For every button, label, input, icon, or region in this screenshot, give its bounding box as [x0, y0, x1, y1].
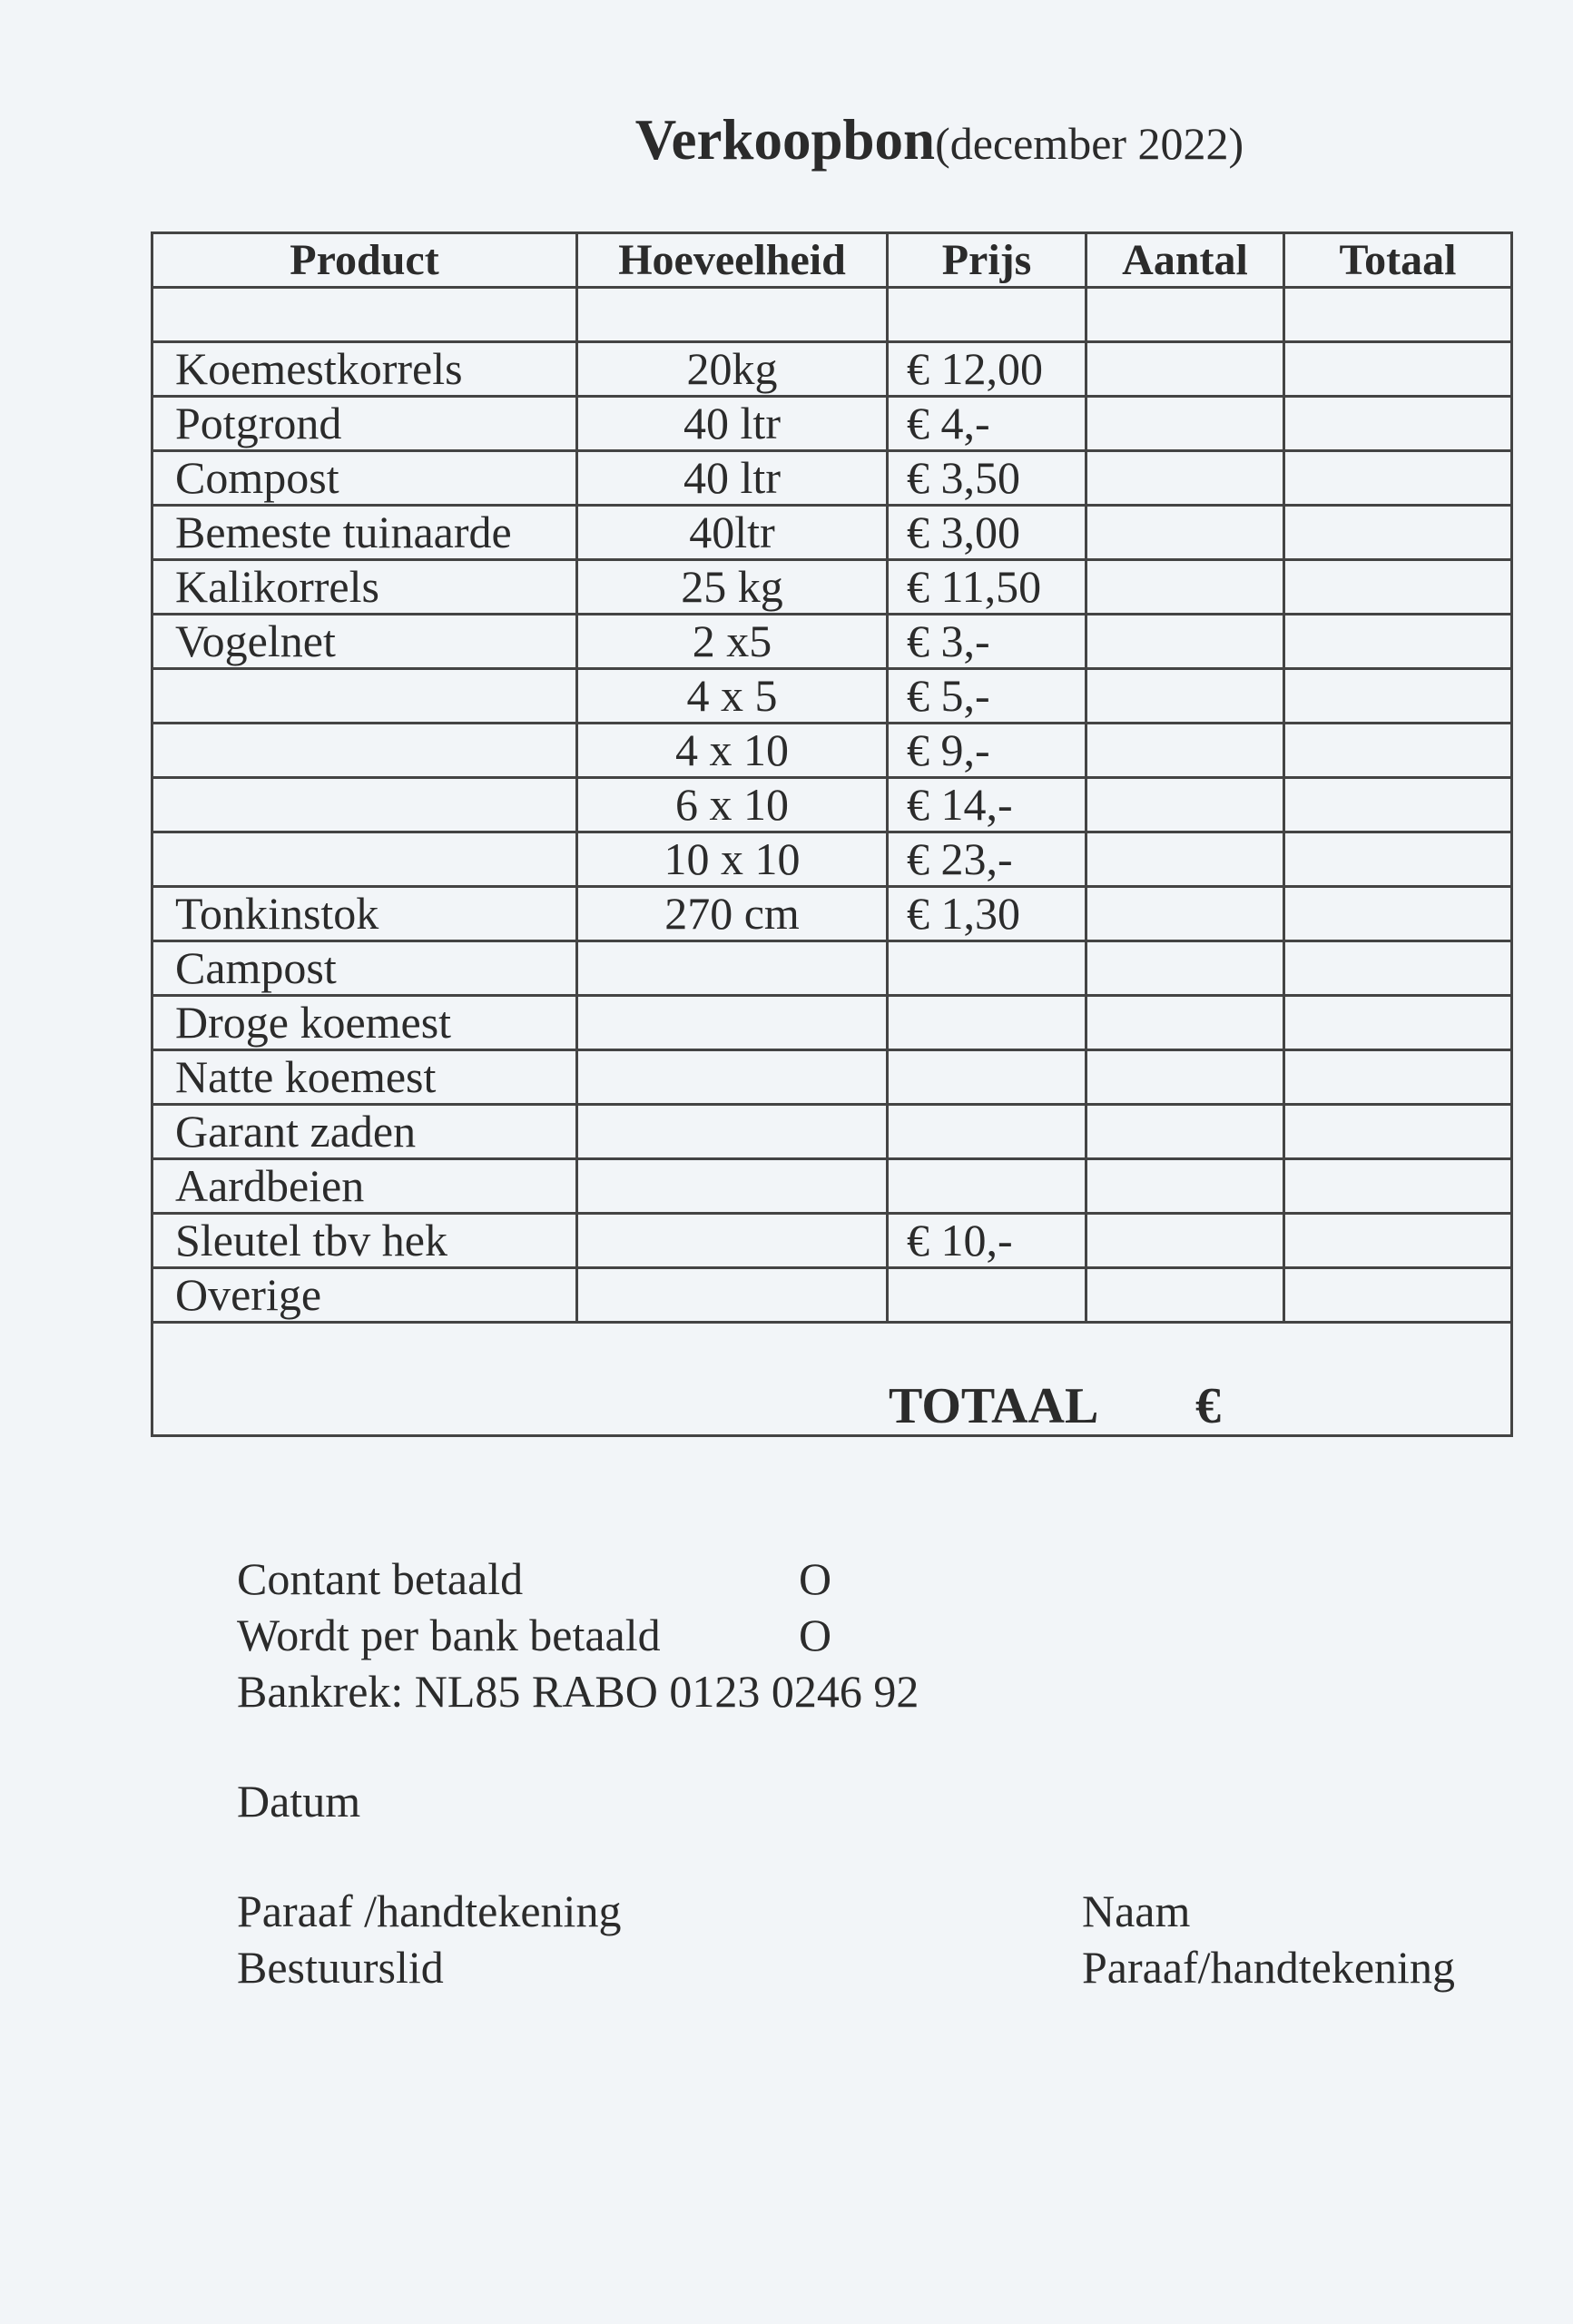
total-row — [152, 1323, 1512, 1436]
header-total: Totaal — [1284, 233, 1512, 288]
cell-quantity: 6 x 10 — [577, 778, 888, 832]
cell-price: € 10,- — [888, 1214, 1086, 1268]
cell-price — [888, 288, 1086, 342]
header-price: Prijs — [888, 233, 1086, 288]
cell-count — [1086, 1214, 1284, 1268]
document-title — [0, 107, 1573, 173]
cell-count — [1086, 560, 1284, 615]
date-label: Datum — [237, 1776, 361, 1827]
cell-count — [1086, 887, 1284, 941]
cell-count — [1086, 397, 1284, 451]
cell-price: € 9,- — [888, 724, 1086, 778]
sales-receipt-table — [151, 231, 1513, 1437]
cell-total — [1284, 397, 1512, 451]
cell-total — [1284, 1050, 1512, 1105]
table-row — [152, 724, 1512, 778]
cell-price: € 14,- — [888, 778, 1086, 832]
cell-product: Aardbeien — [152, 1159, 577, 1214]
cell-quantity — [577, 1214, 888, 1268]
cell-price: € 3,00 — [888, 506, 1086, 560]
cell-total — [1284, 451, 1512, 506]
table-row — [152, 506, 1512, 560]
grand-total-currency: € — [1195, 1378, 1221, 1434]
cell-price — [888, 1159, 1086, 1214]
cell-price: € 12,00 — [888, 342, 1086, 397]
cell-product: Droge koemest — [152, 996, 577, 1050]
name-label: Naam — [1082, 1886, 1191, 1936]
cell-price — [888, 1105, 1086, 1159]
cell-count — [1086, 288, 1284, 342]
cell-price: € 4,- — [888, 397, 1086, 451]
cell-quantity — [577, 288, 888, 342]
cell-total — [1284, 1159, 1512, 1214]
cell-product: Overige — [152, 1268, 577, 1323]
header-count: Aantal — [1086, 233, 1284, 288]
cell-quantity: 10 x 10 — [577, 832, 888, 887]
cell-count — [1086, 778, 1284, 832]
cell-product: Vogelnet — [152, 615, 577, 669]
cell-price — [888, 1268, 1086, 1323]
cell-quantity: 2 x5 — [577, 615, 888, 669]
cell-total — [1284, 342, 1512, 397]
cell-product: Koemestkorrels — [152, 342, 577, 397]
signature-buyer-label: Paraaf/handtekening — [1082, 1942, 1455, 1993]
cell-count — [1086, 832, 1284, 887]
cell-quantity: 4 x 5 — [577, 669, 888, 724]
cell-product: Kalikorrels — [152, 560, 577, 615]
cell-product: Natte koemest — [152, 1050, 577, 1105]
cell-quantity: 20kg — [577, 342, 888, 397]
cell-count — [1086, 451, 1284, 506]
total-cell — [152, 1323, 1512, 1436]
header-quantity: Hoeveelheid — [577, 233, 888, 288]
cell-total — [1284, 724, 1512, 778]
cell-count — [1086, 996, 1284, 1050]
cell-total — [1284, 941, 1512, 996]
table-row — [152, 288, 1512, 342]
cell-total — [1284, 669, 1512, 724]
cell-count — [1086, 1159, 1284, 1214]
cell-total — [1284, 887, 1512, 941]
cell-total — [1284, 615, 1512, 669]
table-row — [152, 560, 1512, 615]
cell-count — [1086, 1105, 1284, 1159]
cell-quantity: 40 ltr — [577, 397, 888, 451]
table-row — [152, 451, 1512, 506]
cash-paid-checkbox: O — [799, 1553, 832, 1604]
table-row — [152, 1159, 1512, 1214]
title-subtitle: (december 2022) — [935, 118, 1244, 169]
table-row — [152, 669, 1512, 724]
cell-count — [1086, 342, 1284, 397]
cell-quantity — [577, 941, 888, 996]
table-row — [152, 941, 1512, 996]
cell-price: € 11,50 — [888, 560, 1086, 615]
cell-total — [1284, 832, 1512, 887]
header-product: Product — [152, 233, 577, 288]
cell-quantity: 40ltr — [577, 506, 888, 560]
cell-price — [888, 941, 1086, 996]
table-row — [152, 397, 1512, 451]
cell-quantity: 40 ltr — [577, 451, 888, 506]
cell-product: Campost — [152, 941, 577, 996]
cell-count — [1086, 724, 1284, 778]
cell-product — [152, 669, 577, 724]
bank-paid-label: Wordt per bank betaald — [237, 1610, 661, 1660]
cell-price: € 3,- — [888, 615, 1086, 669]
cell-total — [1284, 1105, 1512, 1159]
cash-paid-label: Contant betaald — [237, 1553, 524, 1604]
table-row — [152, 1050, 1512, 1105]
table-row — [152, 342, 1512, 397]
cell-quantity: 270 cm — [577, 887, 888, 941]
cell-count — [1086, 506, 1284, 560]
table-header-row — [152, 233, 1512, 288]
table-row — [152, 1214, 1512, 1268]
board-member-label: Bestuurslid — [237, 1942, 444, 1993]
cell-product: Compost — [152, 451, 577, 506]
table-row — [152, 1268, 1512, 1323]
cell-total — [1284, 1214, 1512, 1268]
cell-total — [1284, 288, 1512, 342]
table-row — [152, 996, 1512, 1050]
cell-price: € 3,50 — [888, 451, 1086, 506]
cell-product — [152, 778, 577, 832]
cell-quantity: 4 x 10 — [577, 724, 888, 778]
cell-total — [1284, 1268, 1512, 1323]
cell-quantity — [577, 1268, 888, 1323]
cell-count — [1086, 941, 1284, 996]
cell-count — [1086, 1268, 1284, 1323]
cell-price — [888, 996, 1086, 1050]
cell-total — [1284, 560, 1512, 615]
cell-price — [888, 1050, 1086, 1105]
signature-board-label: Paraaf /handtekening — [237, 1886, 622, 1936]
bank-paid-checkbox: O — [799, 1610, 832, 1660]
cell-price: € 5,- — [888, 669, 1086, 724]
cell-quantity: 25 kg — [577, 560, 888, 615]
cell-product: Garant zaden — [152, 1105, 577, 1159]
cell-quantity — [577, 1159, 888, 1214]
cell-count — [1086, 615, 1284, 669]
cell-total — [1284, 996, 1512, 1050]
bank-account-number: Bankrek: NL85 RABO 0123 0246 92 — [237, 1666, 919, 1717]
title-main: Verkoopbon — [634, 108, 936, 172]
cell-total — [1284, 506, 1512, 560]
cell-product: Sleutel tbv hek — [152, 1214, 577, 1268]
cell-total — [1284, 778, 1512, 832]
table-row — [152, 615, 1512, 669]
cell-product: Bemeste tuinaarde — [152, 506, 577, 560]
cell-count — [1086, 669, 1284, 724]
cell-product — [152, 832, 577, 887]
table-row — [152, 887, 1512, 941]
cell-product: Potgrond — [152, 397, 577, 451]
grand-total-label: TOTAAL — [889, 1378, 1099, 1434]
cell-product — [152, 724, 577, 778]
table-row — [152, 778, 1512, 832]
cell-quantity — [577, 1105, 888, 1159]
cell-quantity — [577, 1050, 888, 1105]
cell-quantity — [577, 996, 888, 1050]
cell-count — [1086, 1050, 1284, 1105]
cell-product: Tonkinstok — [152, 887, 577, 941]
table-row — [152, 1105, 1512, 1159]
cell-product — [152, 288, 577, 342]
cell-price: € 23,- — [888, 832, 1086, 887]
table-row — [152, 832, 1512, 887]
cell-price: € 1,30 — [888, 887, 1086, 941]
